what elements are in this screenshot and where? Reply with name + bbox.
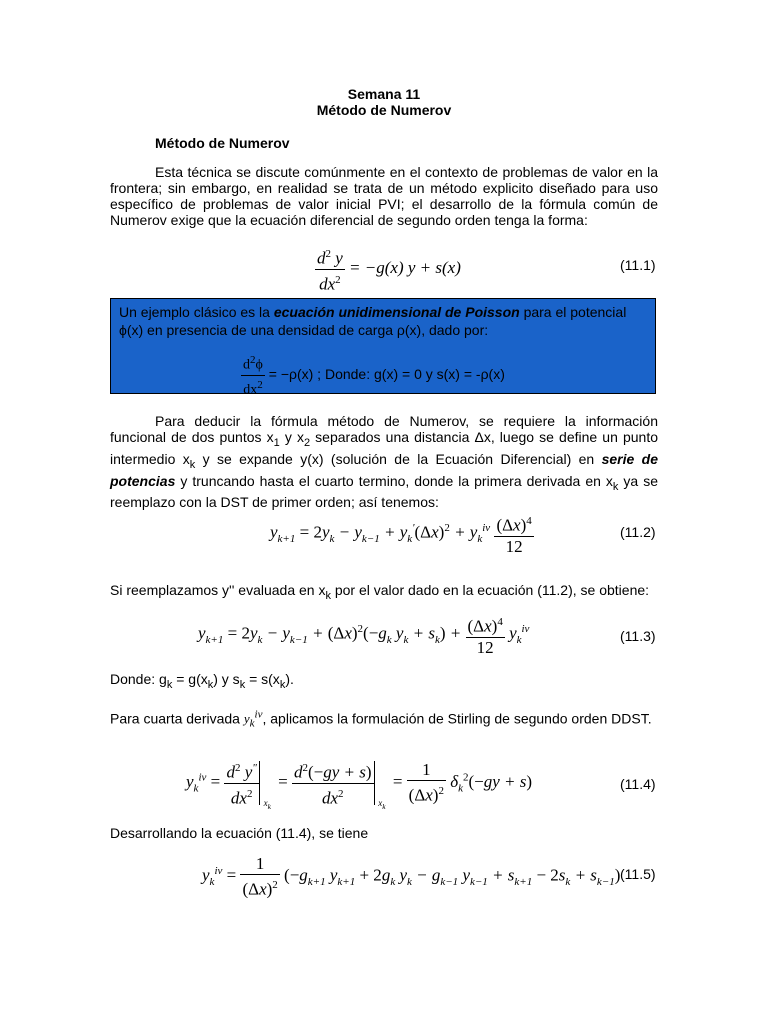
equation-11-2: $y_{k+1} = 2y_k - y_{k-1} + y_k'(\Delta x)^2 + y_k^{iv}$ $\frac{(\Delta x)^4}{12}$ (270, 511, 534, 557)
equation-number: (11.3) (620, 628, 656, 644)
equation-11-4: $y_k^{iv}$ = $\frac{d^2 y^"}{dx^2}$ $x_k$ = $\frac{d^2(-gy + s)}{dx^2}$ $x_k$ = $\frac{1}{(\Delta x)^2}$ $\delta_k^2(-gy + s)$ (186, 758, 532, 808)
intro-paragraph: Esta técnica se discute comúnmente en el contexto de problemas de valor en la frontera; sin embargo, en realidad se trata de un método explicito diseñado para uso específico de problemas de valor inicial PVI; el desarrollo de la fórmula común de Numerov exige que la ecuación diferencial de segundo orden tenga la forma: (110, 164, 658, 228)
poisson-example-box: Un ejemplo clásico es la ecuación unidimensional de Poisson para el potencial ϕ(x) en presencia de una densidad de carga ρ(x), dado por: $\frac{d^2\phi}{dx^2}$ = −ρ(x) ; Donde: g(x) = 0 y s(x) = -ρ(x) (110, 298, 656, 394)
substitution-paragraph: Si reemplazamos y'' evaluada en $x_k$ por el valor dado en la ecuación (11.2), se obtiene: (110, 582, 650, 602)
fourth-derivative-paragraph: Para cuarta derivada $y_k^{iv}$, aplicamos la formulación de Stirling de segundo orden DDST. (110, 709, 652, 730)
derivation-paragraph: Para deducir la fórmula método de Numerov, se requiere la información funcional de dos puntos $x_1$ y $x_2$ separados una distancia Δx, luego se define un punto intermedio $x_k$ y se expande y(x) (solución de la Ecuación Diferencial) en serie de potencias y truncando hasta el cuarto termino, donde la primera derivada en $x_k$ ya se reemplazo con la DST de primer orden; así tenemos: (110, 413, 658, 511)
equation-number: (11.4) (620, 776, 656, 792)
equation-11-5: $y_k^{iv}$ = $\frac{1}{(\Delta x)^2}$ ($-g_{k+1}$ $y_{k+1} + 2g_k$ $y_k - g_{k-1}$ $y_{k-1} + s_{k+1} - 2s_k + s_{k-1}$) (202, 854, 621, 899)
page-title: Método de Numerov (316, 102, 452, 118)
section-heading: Método de Numerov (155, 135, 290, 151)
week-title: Semana 11 (347, 86, 421, 102)
equation-11-3: $y_{k+1} = 2y_k - y_{k-1} + (\Delta x)^2(-g_k$ $y_k + s_k$) + $\frac{(\Delta x)^4}{12}$ $y_k^{iv}$ (198, 612, 529, 658)
equation-number: (11.5) (620, 866, 656, 882)
equation-number: (11.2) (620, 524, 656, 540)
equation-11-1: $\frac{d^2 y}{dx^2}$ = −g(x) y + s(x) (315, 244, 461, 294)
poisson-equation: $\frac{d^2\phi}{dx^2}$ = −ρ(x) ; Donde: g(x) = 0 y s(x) = -ρ(x) (241, 351, 505, 399)
equation-number: (11.1) (620, 257, 656, 273)
donde-line: Donde: $g_k = g(x_k)$ y $s_k = s(x_k)$. (110, 671, 294, 691)
developing-paragraph: Desarrollando la ecuación (11.4), se tiene (110, 825, 369, 841)
